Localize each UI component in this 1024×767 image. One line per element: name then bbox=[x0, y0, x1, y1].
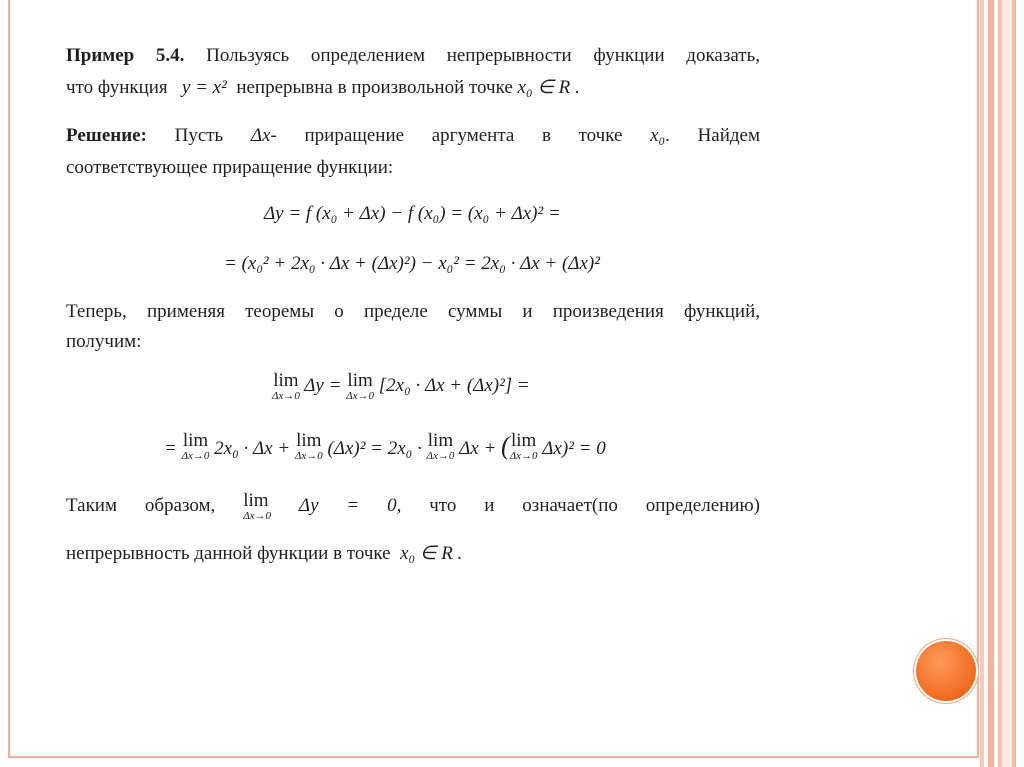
conclusion-text-2: непрерывность данной функции в точке bbox=[66, 543, 391, 564]
example-title: Пример 5.4. bbox=[66, 45, 185, 66]
solution-title: Решение: bbox=[66, 125, 147, 146]
conclusion-line-2 bbox=[66, 540, 462, 568]
conclusion-line-1 bbox=[66, 492, 760, 522]
point-formula: x₀ ∈ R . bbox=[517, 77, 580, 98]
paragraph-2-line-2: получим: bbox=[66, 331, 142, 352]
conclusion-text-1b: что и означает(по определению) bbox=[429, 495, 760, 516]
solution-line-2: соответствующее приращение функции: bbox=[66, 157, 394, 178]
example-text-1: Пользуясь определением непрерывности функции доказать, bbox=[206, 45, 760, 66]
equation-4: = lim Δx→0 2x₀ · Δx + lim Δx→0 (Δx)² = 2x₀ · lim Δx→0 Δx + (lim Δx→0 Δx)² = 0 bbox=[164, 430, 606, 462]
decorative-circle bbox=[916, 641, 976, 701]
example-line-1 bbox=[66, 42, 760, 70]
equation-1: Δy = f (x₀ + Δx) − f (x₀) = (x₀ + Δx)² = bbox=[264, 203, 561, 224]
dx-symbol: Δx bbox=[250, 125, 271, 146]
solution-text-1c: . Найдем bbox=[665, 125, 761, 146]
limit-5: lim Δx→0 bbox=[426, 430, 455, 462]
solution-text-1a: Пусть bbox=[174, 125, 224, 146]
x0-symbol: x₀ bbox=[650, 125, 666, 146]
paragraph-2-line-1: Теперь, применяя теоремы о пределе суммы и произведения функций, bbox=[66, 301, 760, 322]
limit-1: lim Δx→0 bbox=[272, 370, 300, 402]
decorative-stripes bbox=[980, 0, 1024, 767]
equation-3-lhs: Δy = bbox=[304, 375, 342, 396]
solution-text-1b: - приращение аргумента в точке bbox=[270, 125, 623, 146]
equation-3 bbox=[272, 372, 530, 402]
example-text-2a: что функция bbox=[66, 77, 168, 98]
function-formula: y = x² bbox=[181, 77, 227, 98]
limit-6: lim Δx→0 bbox=[509, 430, 538, 462]
limit-3: lim Δx→0 bbox=[181, 430, 210, 462]
conclusion-point: x₀ ∈ R . bbox=[400, 543, 463, 564]
conclusion-expr: lim Δx→0 Δy = 0, bbox=[243, 490, 402, 522]
equation-3-rhs: [2x₀ · Δx + (Δx)²] = bbox=[378, 375, 530, 396]
example-text-2b: непрерывна в произвольной точке bbox=[236, 77, 513, 98]
equation-2: = (x₀² + 2x₀ · Δx + (Δx)²) − x₀² = 2x₀ · Δx + (Δx)² bbox=[224, 253, 600, 274]
solution-line-1 bbox=[66, 122, 760, 150]
limit-2: lim Δx→0 bbox=[346, 370, 375, 402]
limit-4: lim Δx→0 bbox=[294, 430, 323, 462]
example-line-2 bbox=[66, 74, 580, 102]
conclusion-text-1a: Таким образом, bbox=[66, 495, 216, 516]
